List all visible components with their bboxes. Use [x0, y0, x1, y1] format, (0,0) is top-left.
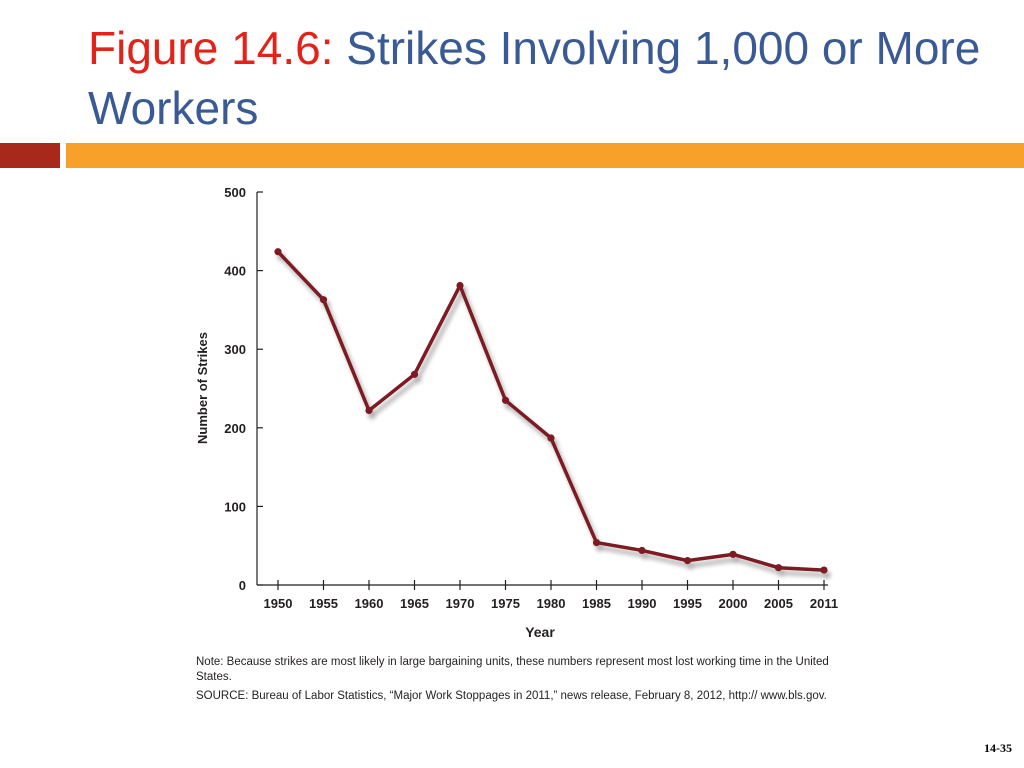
- chart-notes: [196, 655, 846, 708]
- x-tick-label: 2000: [718, 596, 748, 611]
- data-point: [456, 282, 463, 289]
- chart-series: [274, 248, 827, 574]
- y-tick-label: 500: [224, 185, 246, 200]
- figure-title: Strikes Involving 1,000 or More Workers: [88, 22, 981, 134]
- data-point: [684, 557, 691, 564]
- data-point: [729, 551, 736, 558]
- x-tick-label: 1960: [354, 596, 384, 611]
- chart-axes: [224, 185, 838, 611]
- x-tick-label: 1980: [536, 596, 566, 611]
- y-tick-label: 400: [224, 263, 246, 279]
- y-tick-label: 200: [224, 420, 246, 436]
- x-tick-label: 2011: [809, 596, 839, 611]
- x-tick-label: 1975: [491, 596, 520, 611]
- series-line: [278, 252, 824, 570]
- x-tick-label: 1965: [400, 596, 429, 611]
- x-tick-label: 1995: [673, 596, 702, 611]
- data-point: [638, 547, 645, 554]
- x-tick-label: 1955: [309, 596, 338, 611]
- x-tick-label: 1970: [445, 596, 475, 611]
- figure-label: Figure 14.6:: [88, 22, 334, 74]
- data-point: [820, 566, 827, 573]
- x-tick-label: 2005: [764, 596, 793, 611]
- data-point: [274, 248, 281, 255]
- y-tick-label: 300: [224, 342, 246, 358]
- data-point: [593, 539, 600, 546]
- data-point: [411, 371, 418, 378]
- data-point: [502, 397, 509, 404]
- source-text: SOURCE: Bureau of Labor Statistics, “Major Work Stoppages in 2011,” news release, February 8, 2012, http:// www.bls.gov.: [196, 690, 827, 702]
- page-number: 14-35: [984, 741, 1012, 755]
- y-axis-label: Number of Strikes: [195, 332, 210, 444]
- y-tick-label: 0: [238, 578, 246, 593]
- data-point: [775, 564, 782, 571]
- data-point: [365, 407, 372, 414]
- y-tick-label: 100: [224, 499, 246, 515]
- data-point: [547, 434, 554, 441]
- note-text: Note: Because strikes are most likely in large bargaining units, these numbers represent most lost working time in the United States.: [196, 656, 829, 683]
- x-axis-label: Year: [525, 624, 555, 640]
- x-tick-label: 1950: [263, 596, 293, 611]
- x-tick-label: 1990: [627, 596, 657, 611]
- data-point: [320, 296, 327, 303]
- x-tick-label: 1985: [582, 596, 611, 611]
